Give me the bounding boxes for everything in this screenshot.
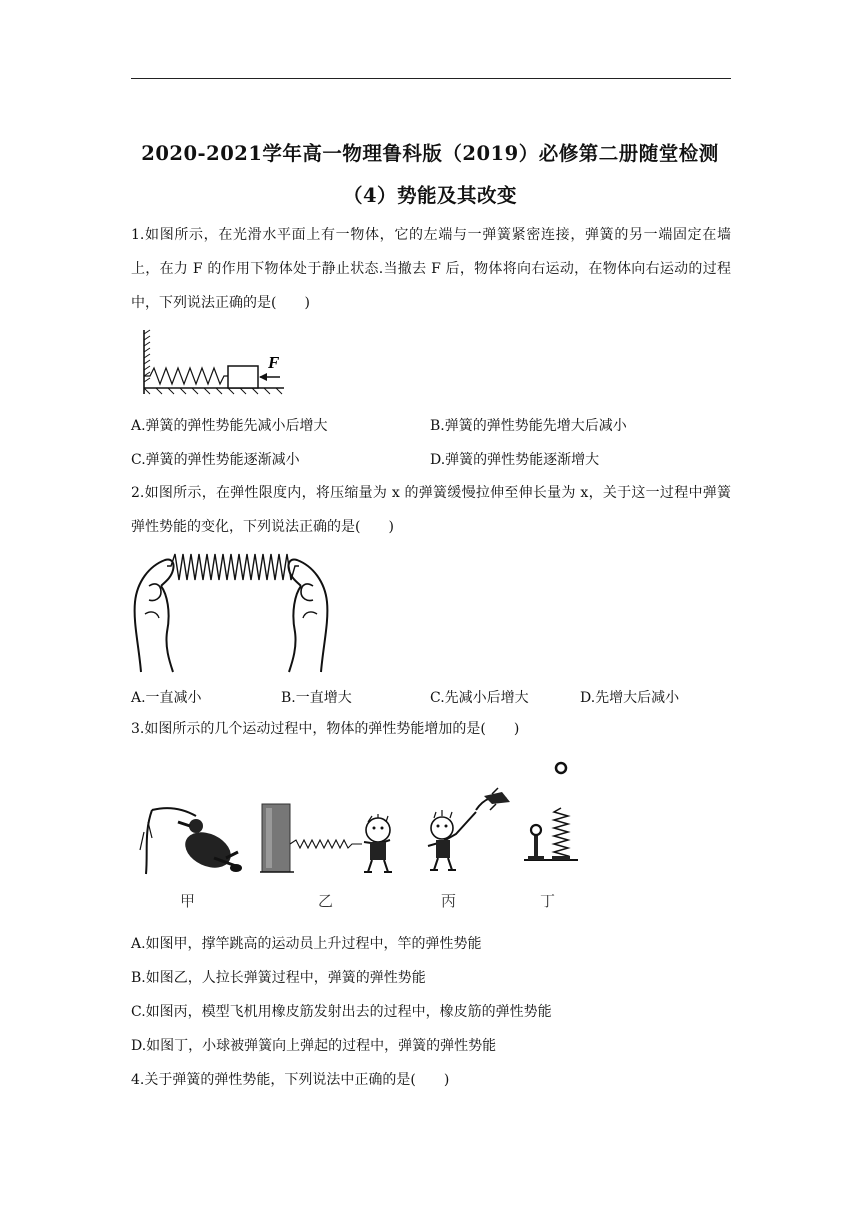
q2-option-b: B.一直增大 bbox=[281, 690, 352, 706]
q3-caption-bing: 丙 bbox=[441, 892, 457, 910]
q3-figure-ding-spring-ball bbox=[518, 758, 588, 878]
q3-option-b: B.如图乙，人拉长弹簧过程中，弹簧的弹性势能 bbox=[131, 970, 426, 986]
q1-stem: 1.如图所示，在光滑水平面上有一物体，它的左端与一弹簧紧密连接，弹簧的另一端固定在墙上，在力 F 的作用下物体处于静止状态.当撤去 F 后，物体将向右运动，在物体向右运动的过程中，下列说法正确的是( ) bbox=[131, 227, 731, 311]
q3-caption-jia: 甲 bbox=[180, 892, 196, 910]
q3-option-c: C.如图丙，模型飞机用橡皮筋发射出去的过程中，橡皮筋的弹性势能 bbox=[131, 1004, 552, 1020]
q1-option-a: A.弹簧的弹性势能先减小后增大 bbox=[131, 418, 328, 434]
q1-option-b: B.弹簧的弹性势能先增大后减小 bbox=[430, 418, 627, 434]
doc-title-line1: 2020-2021学年高一物理鲁科版（2019）必修第二册随堂检测 bbox=[141, 142, 719, 165]
q3-caption-yi: 乙 bbox=[318, 892, 334, 910]
header-rule bbox=[131, 78, 731, 79]
q1-option-d: D.弹簧的弹性势能逐渐增大 bbox=[430, 452, 600, 468]
q2-stem: 2.如图所示，在弹性限度内，将压缩量为 x 的弹簧缓慢拉伸至伸长量为 x，关于这一过程中弹簧弹性势能的变化，下列说法正确的是( ) bbox=[131, 485, 731, 535]
q3-option-a: A.如图甲，撑竿跳高的运动员上升过程中，竿的弹性势能 bbox=[131, 936, 482, 952]
q2-figure-hands-spring bbox=[131, 552, 331, 677]
q1-figure-spring-block bbox=[136, 328, 286, 398]
q2-option-a: A.一直减小 bbox=[131, 690, 202, 706]
q1-option-c: C.弹簧的弹性势能逐渐减小 bbox=[131, 452, 300, 468]
q3-stem: 3.如图所示的几个运动过程中，物体的弹性势能增加的是( ) bbox=[131, 721, 520, 737]
q3-figure-yi-spring-wall bbox=[260, 800, 410, 880]
q3-caption-ding: 丁 bbox=[540, 892, 556, 910]
q3-figure-bing-model-plane bbox=[418, 788, 518, 878]
doc-title-line2: （4）势能及其改变 bbox=[342, 184, 518, 207]
q3-figure-jia-pole-vault bbox=[138, 792, 248, 882]
q4-stem: 4.关于弹簧的弹性势能，下列说法中正确的是( ) bbox=[131, 1072, 450, 1088]
q3-option-d: D.如图丁，小球被弹簧向上弹起的过程中，弹簧的弹性势能 bbox=[131, 1038, 497, 1054]
q1-force-label: F bbox=[268, 353, 280, 372]
q2-option-d: D.先增大后减小 bbox=[580, 690, 680, 706]
q2-option-c: C.先减小后增大 bbox=[430, 690, 529, 706]
